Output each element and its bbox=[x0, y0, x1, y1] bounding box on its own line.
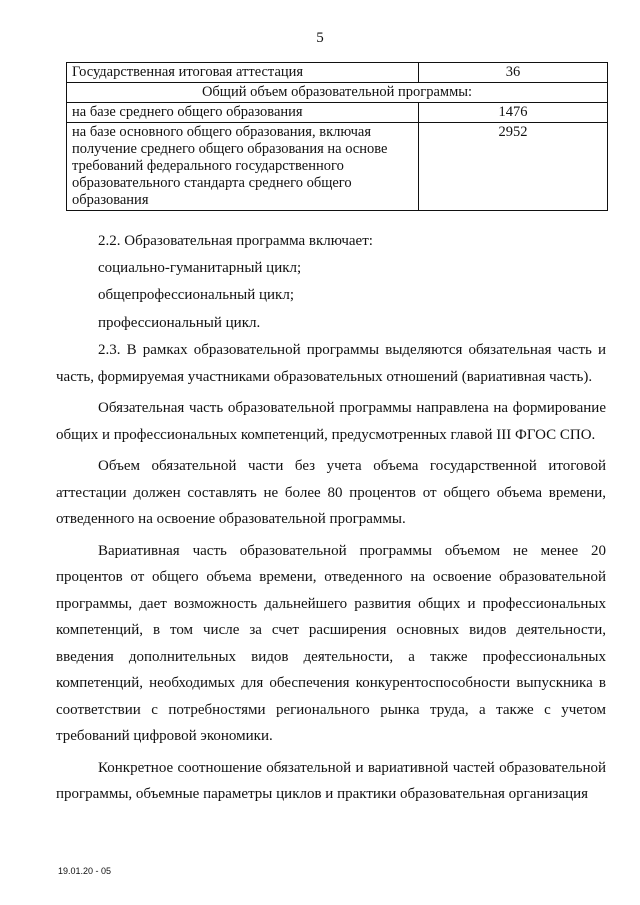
table-cell-label: на базе среднего общего образования bbox=[67, 103, 419, 123]
paragraph: 2.3. В рамках образовательной программы выделяются обязательная часть и часть, формируемая участниками образовательных отношений (вариативная часть). bbox=[56, 342, 606, 385]
table-cell-value: 1476 bbox=[419, 103, 608, 123]
table-row bbox=[67, 83, 608, 103]
list-item: общепрофессиональный цикл; bbox=[98, 287, 294, 303]
table-cell-label: Государственная итоговая аттестация bbox=[67, 63, 419, 83]
table-cell-label: на базе основного общего образования, включая получение среднего общего образования на основе требований федерального государственного образовательного стандарта среднего общего образования bbox=[67, 123, 419, 211]
document-body bbox=[56, 228, 606, 808]
hours-table bbox=[66, 62, 608, 211]
table-row bbox=[67, 123, 608, 211]
footer-code: 19.01.20 - 05 bbox=[58, 866, 112, 876]
paragraph: Конкретное соотношение обязательной и вариативной частей образовательной программы, объемные параметры циклов и практики образовательная организация bbox=[56, 759, 606, 802]
page-number: 5 bbox=[316, 30, 324, 46]
section-intro: 2.2. Образовательная программа включает: bbox=[98, 233, 373, 249]
table-row bbox=[67, 63, 608, 83]
table-row bbox=[67, 103, 608, 123]
list-item: профессиональный цикл. bbox=[98, 314, 261, 331]
paragraph: Вариативная часть образовательной программы объемом не менее 20 процентов от общего объема времени, отведенного на освоение образовательной программы, дает возможность дальнейшего развития общих и профессиональных компетенций, в том числе за счет расширения основных видов деятельности, введения дополнительных видов деятельности, а также профессиональных компетенций, необходимых для обеспечения конкурентоспособности выпускника в соответствии с потребностями регионального рынка труда, а также с учетом требований цифровой экономики. bbox=[56, 542, 606, 744]
table-section-header: Общий объем образовательной программы: bbox=[67, 83, 608, 103]
table-cell-value: 36 bbox=[419, 63, 608, 83]
paragraph: Объем обязательной части без учета объема государственной итоговой аттестации должен составлять не более 80 процентов от общего объема времени, отведенного на освоение образовательной программы. bbox=[56, 458, 606, 527]
paragraph: Обязательная часть образовательной программы направлена на формирование общих и профессиональных компетенций, предусмотренных главой III ФГОС СПО. bbox=[56, 400, 606, 443]
table-cell-value: 2952 bbox=[419, 123, 608, 211]
list-item: социально-гуманитарный цикл; bbox=[98, 259, 302, 276]
